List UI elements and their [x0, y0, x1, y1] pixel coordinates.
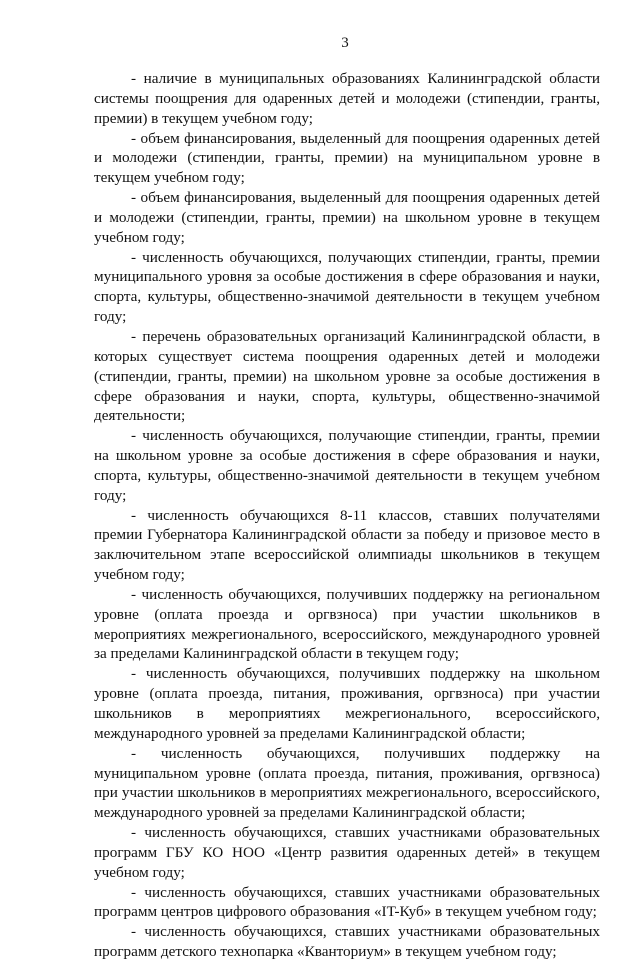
page-number: 3: [341, 35, 349, 51]
list-item: - численность обучающихся, получивших поддержку на школьном уровне (оплата проезда, питания, проживания, оргвзноса) при участии школьников в мероприятиях межрегионального, всероссийского, международного уровней за пределами Калининградской области;: [94, 665, 600, 742]
list-item: - численность обучающихся, ставших участниками образовательных программ детского технопарка «Кванториум» в текущем учебном году;: [94, 923, 600, 961]
list-item: - численность обучающихся, получивших поддержку на муниципальном уровне (оплата проезда, питания, проживания, оргвзноса) при участии школьников в мероприятиях межрегионального, всероссийского, международного уровней за пределами Калининградской области;: [94, 744, 600, 822]
list-item: - численность обучающихся 8-11 классов, ставших получателями премии Губернатора Калининградской области за победу и призовое место в заключительном этапе всероссийской олимпиады школьников в текущем учебном году;: [94, 506, 600, 584]
list-item: - перечень образовательных организаций Калининградской области, в которых существует система поощрения одаренных детей и молодежи (стипендии, гранты, премии) на школьном уровне за особые достижения в сфере образования и науки, спорта, культуры, общественно-значимой деятельности;: [94, 327, 600, 425]
list-item: - численность обучающихся, получивших поддержку на региональном уровне (оплата проезда и оргвзноса) при участии школьников в мероприятиях межрегионального, всероссийского, международного уровней за пределами Калининградской области в текущем году;: [94, 585, 600, 663]
list-item: - численность обучающихся, ставших участниками образовательных программ центров цифрового образования «IT-Куб» в текущем учебном году;: [94, 883, 600, 921]
list-item: - численность обучающихся, получающих стипендии, гранты, премии муниципального уровня за особые достижения в сфере образования и науки, спорта, культуры, общественно-значимой деятельности в текущем учебном году;: [94, 248, 600, 326]
list-item: - объем финансирования, выделенный для поощрения одаренных детей и молодежи (стипендии, гранты, премии) на муниципальном уровне в текущем учебном году;: [94, 129, 600, 187]
list-item: - наличие в муниципальных образованиях Калининградской области системы поощрения для одаренных детей и молодежи (стипендии, гранты, премии) в текущем учебном году;: [94, 70, 600, 127]
list-item: - объем финансирования, выделенный для поощрения одаренных детей и молодежи (стипендии, гранты, премии) на школьном уровне в текущем учебном году;: [94, 189, 600, 246]
document-body: [94, 69, 600, 962]
list-item: - численность обучающихся, получающие стипендии, гранты, премии на школьном уровне за особые достижения в сфере образования и науки, спорта, культуры, общественно-значимой деятельности в текущем учебном году;: [94, 427, 600, 504]
list-item: - численность обучающихся, ставших участниками образовательных программ ГБУ КО НОО «Центр развития одаренных детей» в текущем учебном году;: [94, 824, 600, 881]
